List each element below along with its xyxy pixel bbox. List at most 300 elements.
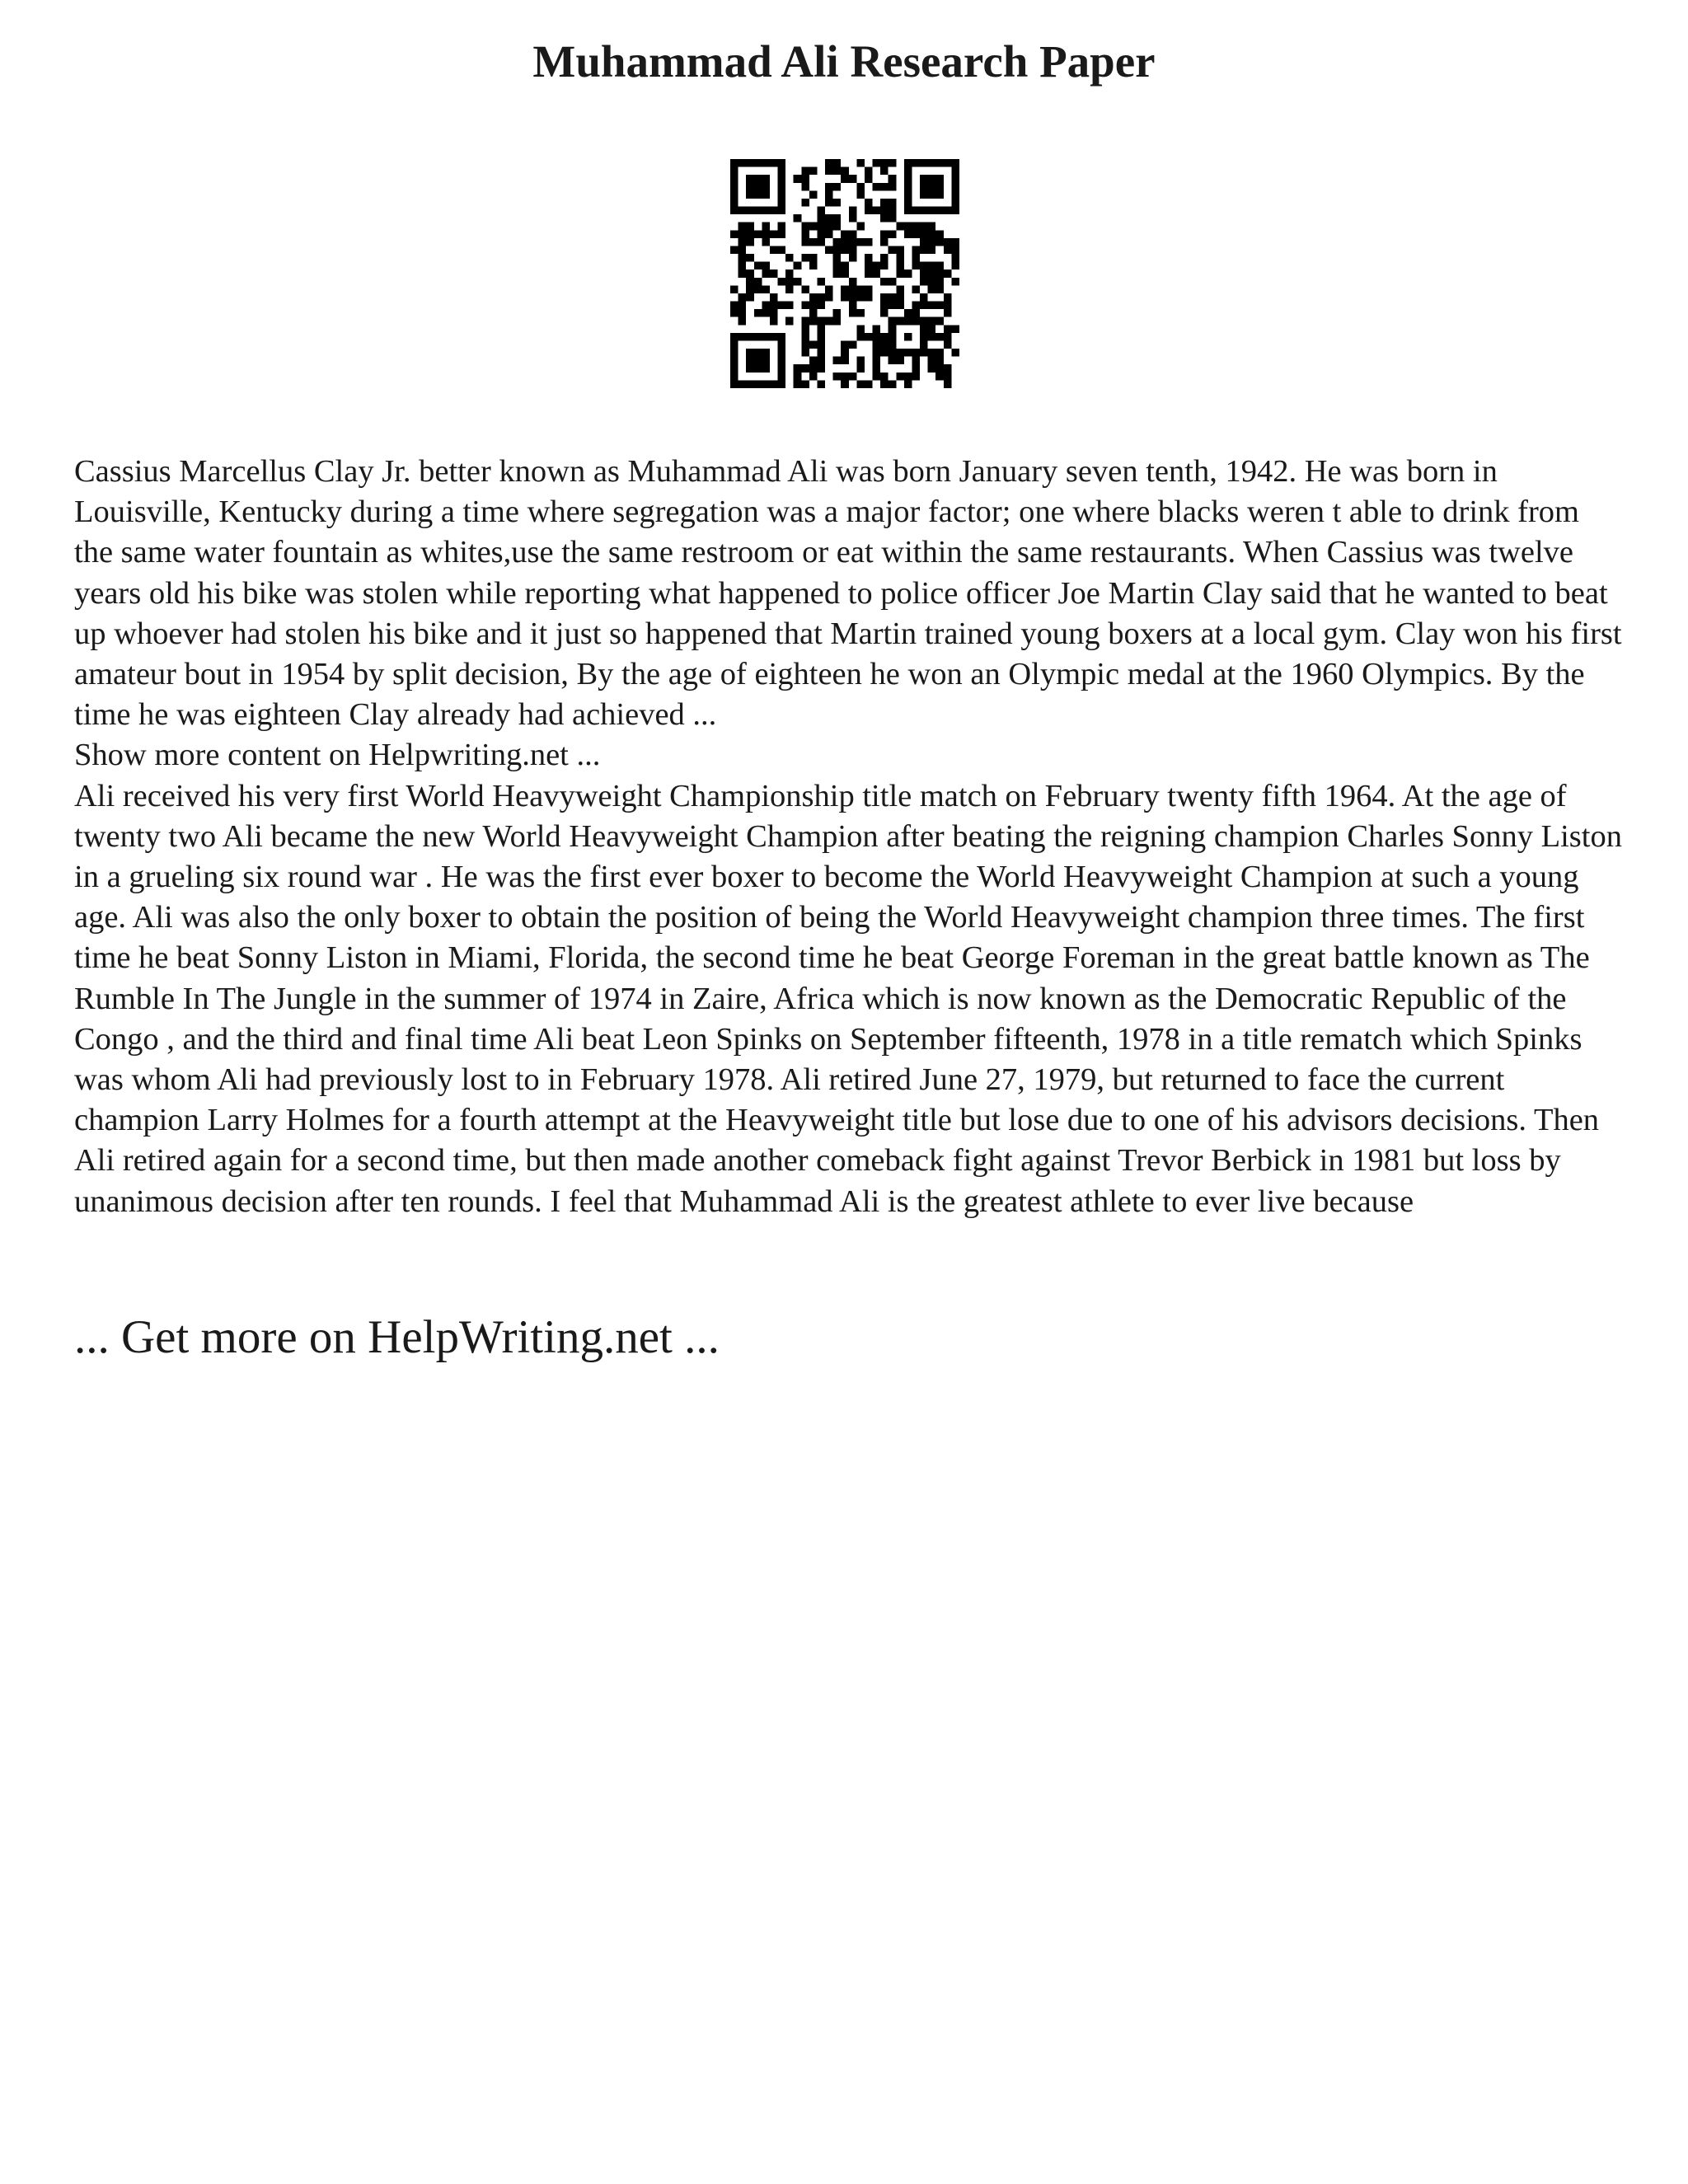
qr-module xyxy=(944,333,952,341)
qr-module xyxy=(880,207,889,215)
qr-module xyxy=(912,285,920,293)
qr-module xyxy=(730,302,738,310)
qr-module xyxy=(746,333,754,341)
qr-module xyxy=(944,302,952,310)
qr-module xyxy=(928,269,936,278)
page-title: Muhammad Ali Research Paper xyxy=(532,36,1156,87)
qr-module xyxy=(889,302,897,310)
qr-module xyxy=(944,309,952,317)
qr-module xyxy=(896,302,904,310)
qr-module xyxy=(880,302,889,310)
qr-module xyxy=(920,262,928,270)
qr-module xyxy=(833,317,842,326)
paragraph-intro: Cassius Marcellus Clay Jr. better known as Muhammad Ali was born January seven tenth, 1942. He was born in Louisville, Kentucky during a time where segregation was a major factor; one where blacks weren t able to drink from the same water fountain as whites,use the same restroom or eat within the same restaurants. When Cassius was twelve years old his bike was stolen while reporting what happened to police officer Joe Martin Clay said that he wanted to beat up whoever had stolen his bike and it just so happened that Martin trained young boxers at a local gym. Clay won his first amateur bout in 1954 by split decision, By the age of eighteen he won an Olympic medal at the 1960 Olympics. By the time he was eighteen Clay already had achieved ... xyxy=(74,454,1622,733)
qr-module xyxy=(841,230,849,238)
qr-module xyxy=(896,349,904,357)
qr-module xyxy=(825,190,833,199)
qr-module xyxy=(730,190,738,199)
qr-module xyxy=(778,333,786,341)
qr-module xyxy=(849,207,857,215)
qr-module xyxy=(928,317,936,326)
qr-module xyxy=(809,238,818,246)
qr-module xyxy=(794,380,802,388)
qr-module xyxy=(935,238,944,246)
qr-module xyxy=(856,190,865,199)
qr-module xyxy=(935,333,944,341)
qr-module xyxy=(944,207,952,215)
qr-module xyxy=(801,238,809,246)
qr-code-icon xyxy=(730,159,959,388)
qr-module xyxy=(833,214,842,223)
qr-module xyxy=(873,364,881,373)
qr-module xyxy=(754,357,762,365)
qr-module xyxy=(912,159,920,167)
qr-module xyxy=(904,183,912,191)
qr-module xyxy=(944,238,952,246)
qr-module xyxy=(920,340,928,349)
qr-module xyxy=(762,190,770,199)
qr-module xyxy=(754,380,762,388)
qr-module xyxy=(849,278,857,286)
qr-module xyxy=(880,183,889,191)
qr-module xyxy=(809,340,818,349)
qr-module xyxy=(801,223,809,231)
qr-module xyxy=(856,238,865,246)
qr-module xyxy=(746,230,754,238)
qr-module xyxy=(841,380,849,388)
qr-module xyxy=(920,183,928,191)
qr-module xyxy=(935,269,944,278)
qr-module xyxy=(920,269,928,278)
qr-module xyxy=(833,269,842,278)
qr-module xyxy=(935,285,944,293)
qr-module xyxy=(935,357,944,365)
qr-module xyxy=(762,302,770,310)
qr-module xyxy=(801,167,809,176)
qr-module xyxy=(730,309,738,317)
qr-module xyxy=(841,357,849,365)
qr-module xyxy=(920,317,928,326)
qr-module xyxy=(920,238,928,246)
qr-module xyxy=(880,199,889,207)
qr-module xyxy=(825,223,833,231)
qr-module xyxy=(817,293,825,302)
qr-module xyxy=(951,325,959,333)
qr-module xyxy=(928,278,936,286)
qr-module xyxy=(801,340,809,349)
qr-module xyxy=(809,357,818,365)
qr-module xyxy=(825,285,833,293)
qr-module xyxy=(809,364,818,373)
qr-module xyxy=(920,230,928,238)
qr-module xyxy=(801,199,809,207)
qr-module xyxy=(904,230,912,238)
qr-module xyxy=(889,333,897,341)
qr-module xyxy=(935,278,944,286)
qr-module xyxy=(801,183,809,191)
paragraph-career: Ali received his very first World Heavyweight Championship title match on February twenty fifth 1964. At the age of twenty two Ali became the new World Heavyweight Champion after beating the reigning champion Charles Sonny Liston in a grueling six round war . He was the first ever boxer to become the World Heavyweight Champion at such a young age. Ali was also the only boxer to obtain the position of being the World Heavyweight champion three times. The first time he beat Sonny Liston in Miami, Florida, the second time he beat George Foreman in the great battle known as The Rumble In The Jungle in the summer of 1974 in Zaire, Africa which is now known as the Democratic Republic of the Congo , and the third and final time Ali beat Leon Spinks on September fifteenth, 1978 in a title rematch which Spinks was whom Ali had previously lost to in February 1978. Ali retired June 27, 1979, but returned to face the current champion Larry Holmes for a fourth attempt at the Heavyweight title but lose due to one of his advisors decisions. Then Ali retired again for a second time, but then made another comeback fight against Trevor Berbick in 1981 but loss by unanimous decision after ten rounds. I feel that Muhammad Ali is the greatest athlete to ever live because xyxy=(74,778,1622,1219)
qr-module xyxy=(730,340,738,349)
qr-module xyxy=(889,175,897,183)
qr-module xyxy=(738,302,747,310)
qr-module xyxy=(935,190,944,199)
qr-module xyxy=(935,262,944,270)
qr-module xyxy=(801,325,809,333)
qr-module xyxy=(928,183,936,191)
qr-module xyxy=(841,293,849,302)
qr-module xyxy=(754,190,762,199)
qr-module xyxy=(754,349,762,357)
qr-module xyxy=(880,380,889,388)
qr-module xyxy=(880,373,889,381)
qr-module xyxy=(778,207,786,215)
qr-module xyxy=(809,167,818,176)
qr-module xyxy=(738,269,747,278)
qr-module xyxy=(730,364,738,373)
qr-module xyxy=(833,246,842,254)
qr-module xyxy=(935,364,944,373)
qr-module xyxy=(889,349,897,357)
qr-module xyxy=(880,238,889,246)
qr-module xyxy=(849,373,857,381)
qr-module xyxy=(865,380,873,388)
qr-module xyxy=(928,333,936,341)
qr-module xyxy=(951,207,959,215)
qr-module xyxy=(762,262,770,270)
qr-module xyxy=(928,207,936,215)
qr-module xyxy=(896,269,904,278)
qr-module xyxy=(817,364,825,373)
qr-module xyxy=(833,223,842,231)
qr-module xyxy=(849,302,857,310)
qr-module xyxy=(730,167,738,176)
qr-module xyxy=(896,293,904,302)
qr-module xyxy=(889,380,897,388)
qr-module xyxy=(833,199,842,207)
qr-module xyxy=(912,317,920,326)
show-more-link[interactable]: Show more content on Helpwriting.net ... xyxy=(74,738,601,773)
qr-module xyxy=(935,349,944,357)
qr-module xyxy=(754,309,762,317)
qr-module xyxy=(833,183,842,191)
qr-module xyxy=(873,207,881,215)
qr-module xyxy=(746,175,754,183)
qr-module xyxy=(904,333,912,341)
qr-module xyxy=(889,207,897,215)
qr-module xyxy=(762,238,770,246)
qr-module xyxy=(873,269,881,278)
qr-module xyxy=(730,373,738,381)
qr-module xyxy=(912,246,920,254)
qr-module xyxy=(928,230,936,238)
qr-module xyxy=(730,333,738,341)
qr-module xyxy=(951,159,959,167)
qr-module xyxy=(746,183,754,191)
qr-module xyxy=(825,293,833,302)
qr-module xyxy=(935,230,944,238)
qr-module xyxy=(833,262,842,270)
qr-module xyxy=(754,207,762,215)
qr-module xyxy=(904,167,912,176)
qr-module xyxy=(785,278,794,286)
qr-module xyxy=(944,340,952,349)
qr-module xyxy=(833,254,842,262)
qr-module xyxy=(944,364,952,373)
qr-module xyxy=(762,333,770,341)
qr-module xyxy=(809,223,818,231)
qr-module xyxy=(746,285,754,293)
qr-module xyxy=(904,317,912,326)
qr-module xyxy=(912,223,920,231)
qr-module xyxy=(904,373,912,381)
qr-module xyxy=(912,254,920,262)
qr-module xyxy=(825,159,833,167)
qr-module xyxy=(770,159,778,167)
qr-module xyxy=(825,246,833,254)
qr-module xyxy=(770,269,778,278)
qr-module xyxy=(794,214,802,223)
qr-module xyxy=(873,262,881,270)
qr-module xyxy=(801,317,809,326)
qr-module xyxy=(738,246,747,254)
qr-module xyxy=(904,190,912,199)
qr-module xyxy=(880,262,889,270)
qr-module xyxy=(841,262,849,270)
qr-module xyxy=(817,380,825,388)
qr-module xyxy=(825,230,833,238)
qr-module xyxy=(754,175,762,183)
qr-module xyxy=(873,325,881,333)
qr-module xyxy=(865,262,873,270)
qr-module xyxy=(856,325,865,333)
qr-module xyxy=(770,207,778,215)
qr-module xyxy=(841,167,849,176)
qr-module xyxy=(865,285,873,293)
qr-module xyxy=(951,278,959,286)
qr-module xyxy=(873,373,881,381)
qr-module xyxy=(889,199,897,207)
qr-module xyxy=(738,380,747,388)
qr-module xyxy=(912,349,920,357)
qr-module xyxy=(801,285,809,293)
qr-module xyxy=(928,357,936,365)
qr-module xyxy=(856,183,865,191)
qr-module xyxy=(904,175,912,183)
qr-module xyxy=(896,373,904,381)
qr-module xyxy=(856,333,865,341)
qr-module xyxy=(770,380,778,388)
qr-module xyxy=(841,175,849,183)
qr-module xyxy=(746,207,754,215)
qr-module xyxy=(873,333,881,341)
qr-module xyxy=(841,238,849,246)
qr-module xyxy=(920,175,928,183)
qr-module xyxy=(889,246,897,254)
qr-module xyxy=(904,207,912,215)
qr-module xyxy=(762,207,770,215)
qr-module xyxy=(912,357,920,365)
qr-module xyxy=(809,190,818,199)
qr-module xyxy=(849,254,857,262)
qr-module xyxy=(880,254,889,262)
qr-module xyxy=(841,269,849,278)
qr-module xyxy=(951,183,959,191)
qr-module xyxy=(928,285,936,293)
qr-module xyxy=(856,364,865,373)
qr-module xyxy=(889,357,897,365)
qr-module xyxy=(920,223,928,231)
qr-module xyxy=(770,309,778,317)
qr-module xyxy=(770,293,778,302)
qr-module xyxy=(833,167,842,176)
qr-module xyxy=(794,364,802,373)
qr-module xyxy=(856,309,865,317)
qr-module xyxy=(889,317,897,326)
qr-module xyxy=(865,175,873,183)
qr-code-graphic xyxy=(730,159,959,388)
qr-module xyxy=(746,349,754,357)
qr-module xyxy=(849,293,857,302)
qr-module xyxy=(778,349,786,357)
qr-module xyxy=(801,230,809,238)
qr-module xyxy=(912,302,920,310)
qr-module xyxy=(865,199,873,207)
qr-module xyxy=(738,254,747,262)
qr-module xyxy=(801,175,809,183)
qr-module xyxy=(746,278,754,286)
qr-module xyxy=(951,175,959,183)
qr-module xyxy=(817,207,825,215)
qr-module xyxy=(951,262,959,270)
qr-module xyxy=(873,340,881,349)
get-more-link[interactable]: ... Get more on HelpWriting.net ... xyxy=(74,1311,720,1363)
qr-module xyxy=(889,183,897,191)
qr-module xyxy=(817,317,825,326)
qr-module xyxy=(935,207,944,215)
qr-module xyxy=(841,340,849,349)
qr-module xyxy=(912,373,920,381)
qr-module xyxy=(738,317,747,326)
qr-module xyxy=(920,278,928,286)
qr-module xyxy=(896,254,904,262)
qr-module xyxy=(801,333,809,341)
qr-module xyxy=(762,183,770,191)
qr-module xyxy=(928,325,936,333)
qr-module xyxy=(856,285,865,293)
qr-module xyxy=(730,285,738,293)
qr-module xyxy=(738,333,747,341)
qr-module xyxy=(856,159,865,167)
qr-module xyxy=(801,364,809,373)
qr-module xyxy=(746,238,754,246)
qr-module xyxy=(849,340,857,349)
qr-module xyxy=(935,373,944,381)
qr-module xyxy=(873,357,881,365)
qr-module xyxy=(951,167,959,176)
qr-module xyxy=(944,246,952,254)
qr-module xyxy=(865,167,873,176)
qr-module xyxy=(920,190,928,199)
qr-module xyxy=(928,190,936,199)
qr-module xyxy=(904,269,912,278)
qr-module xyxy=(754,278,762,286)
qr-module xyxy=(809,293,818,302)
qr-module xyxy=(730,230,738,238)
qr-module xyxy=(817,278,825,286)
qr-module xyxy=(817,223,825,231)
qr-module xyxy=(928,238,936,246)
qr-module xyxy=(825,317,833,326)
qr-module xyxy=(754,159,762,167)
qr-module xyxy=(770,302,778,310)
qr-module xyxy=(770,230,778,238)
qr-module xyxy=(841,349,849,357)
qr-module xyxy=(778,167,786,176)
qr-module xyxy=(746,364,754,373)
qr-module xyxy=(920,325,928,333)
qr-module xyxy=(730,246,738,254)
qr-module xyxy=(889,293,897,302)
qr-module xyxy=(730,357,738,365)
qr-module xyxy=(778,364,786,373)
qr-module xyxy=(944,373,952,381)
qr-module xyxy=(889,325,897,333)
qr-module xyxy=(904,159,912,167)
qr-module xyxy=(889,159,897,167)
qr-module xyxy=(794,175,802,183)
qr-module xyxy=(856,380,865,388)
qr-module xyxy=(912,207,920,215)
qr-module xyxy=(825,214,833,223)
qr-module xyxy=(738,293,747,302)
qr-module xyxy=(849,175,857,183)
qr-module xyxy=(809,262,818,270)
qr-module xyxy=(880,214,889,223)
qr-module xyxy=(951,246,959,254)
document-body xyxy=(74,452,1624,1222)
qr-module xyxy=(928,159,936,167)
qr-module xyxy=(856,223,865,231)
qr-module xyxy=(817,325,825,333)
qr-module xyxy=(865,333,873,341)
qr-module xyxy=(928,349,936,357)
qr-module xyxy=(738,230,747,238)
qr-module xyxy=(833,238,842,246)
qr-module xyxy=(809,373,818,381)
qr-module xyxy=(849,214,857,223)
qr-module xyxy=(762,285,770,293)
qr-module xyxy=(809,302,818,310)
qr-module xyxy=(880,333,889,341)
qr-module xyxy=(889,340,897,349)
qr-module xyxy=(817,340,825,349)
qr-module xyxy=(951,199,959,207)
qr-module xyxy=(912,262,920,270)
qr-module xyxy=(817,230,825,238)
qr-module xyxy=(762,380,770,388)
qr-module xyxy=(785,302,794,310)
qr-module xyxy=(951,254,959,262)
qr-module xyxy=(920,302,928,310)
qr-module xyxy=(833,373,842,381)
qr-module xyxy=(920,333,928,341)
qr-module xyxy=(778,159,786,167)
qr-module xyxy=(785,254,794,262)
qr-module xyxy=(817,238,825,246)
qr-module xyxy=(801,302,809,310)
qr-module xyxy=(730,199,738,207)
qr-module xyxy=(896,357,904,365)
